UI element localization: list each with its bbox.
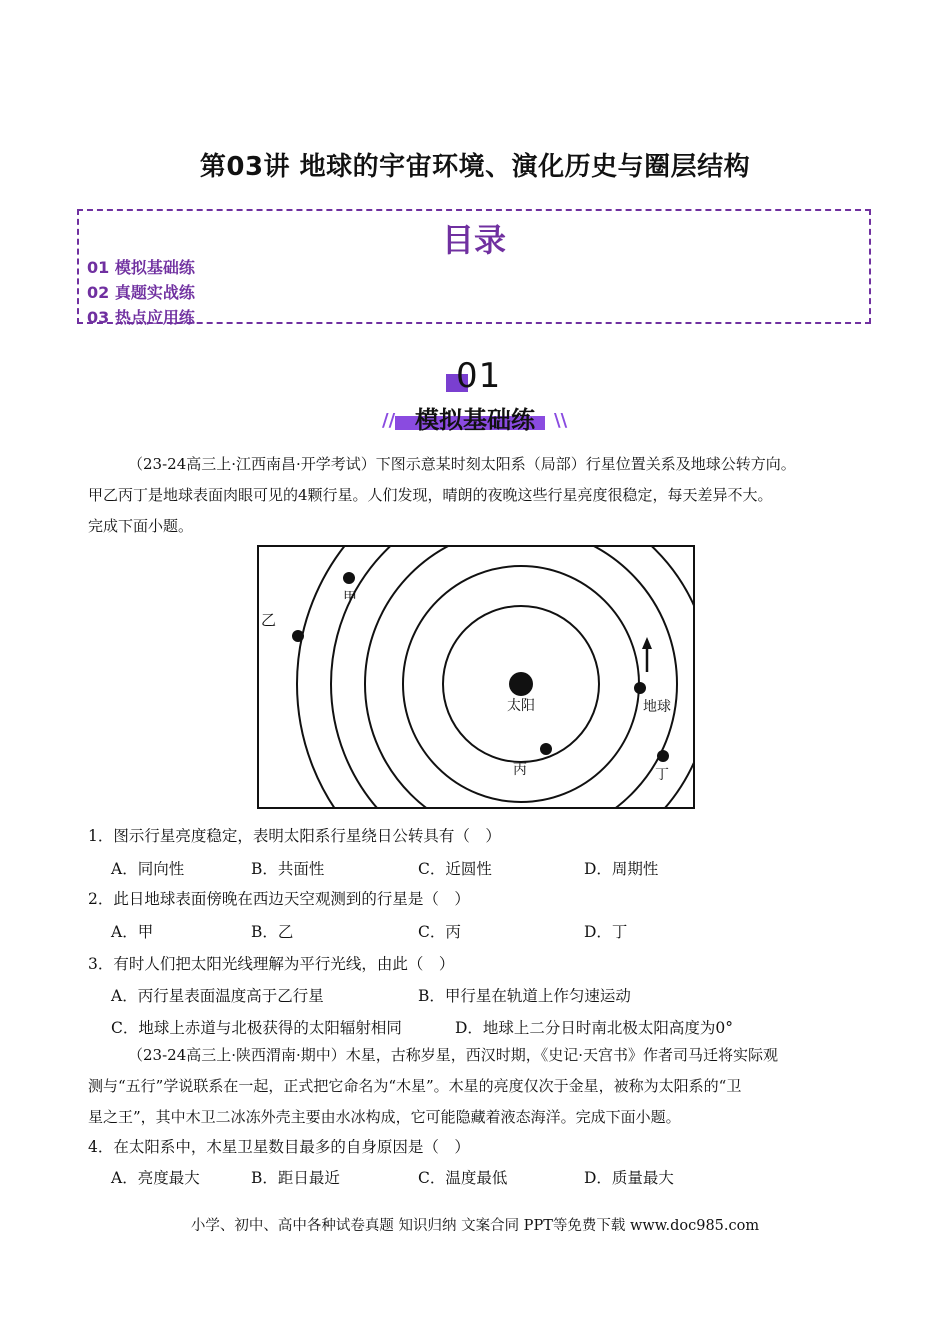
- question-3-option-c[interactable]: C．地球上赤道与北极获得的太阳辐射相同: [111, 1019, 402, 1037]
- label-ding: 丁: [655, 767, 669, 783]
- page-footer: 小学、初中、高中各种试卷真题 知识归纳 文案合同 PPT等免费下载 www.doc985.com: [190, 1218, 760, 1234]
- question-3-option-b[interactable]: B．甲行星在轨道上作匀速运动: [418, 987, 631, 1005]
- table-of-contents: [77, 209, 871, 327]
- intro-paragraph-1-line-2: 甲乙丙丁是地球表面肉眼可见的4颗行星。人们发现，晴朗的夜晚这些行星亮度很稳定，每天差异不大。: [88, 486, 773, 504]
- page-title: 第03讲 地球的宇宙环境、演化历史与圈层结构: [199, 152, 751, 182]
- intro-paragraph-2-line-3: 星之王”，其中木卫二冰冻外壳主要由水冰构成，它可能隐藏着液态海洋。完成下面小题。: [88, 1108, 681, 1126]
- toc-item-3[interactable]: 03 热点应用练: [87, 308, 195, 327]
- question-1-option-b[interactable]: B．共面性: [251, 860, 325, 878]
- label-earth: 地球: [643, 699, 671, 715]
- intro-paragraph-2-line-2: 测与“五行”学说联系在一起，正式把它命名为“木星”。木星的亮度仅次于金星，被称为太阳系的“卫: [88, 1077, 742, 1095]
- sun-icon: [509, 672, 533, 696]
- planet-bing: [540, 743, 552, 755]
- question-3-option-a[interactable]: A．丙行星表面温度高于乙行星: [111, 987, 324, 1005]
- question-1-option-d[interactable]: D．周期性: [584, 860, 659, 878]
- planet-ding: [657, 750, 669, 762]
- question-2-option-b[interactable]: B．乙: [251, 923, 294, 941]
- label-jia: 甲: [343, 590, 357, 606]
- question-3-option-d[interactable]: D．地球上二分日时南北极太阳高度为0°: [455, 1019, 734, 1037]
- label-sun: 太阳: [507, 698, 535, 714]
- label-yi: 乙: [261, 611, 277, 629]
- question-4-option-d[interactable]: D．质量最大: [584, 1169, 674, 1187]
- question-2-option-c[interactable]: C．丙: [418, 923, 461, 941]
- question-2-option-d[interactable]: D．丁: [584, 923, 628, 941]
- section-number: 01: [456, 356, 502, 396]
- planet-jia: [343, 572, 355, 584]
- question-1-stem: 1．图示行星亮度稳定，表明太阳系行星绕日公转具有（ ）: [88, 827, 501, 845]
- question-3-stem: 3．有时人们把太阳光线理解为平行光线，由此（ ）: [88, 955, 455, 973]
- question-4-stem: 4．在太阳系中，木星卫星数目最多的自身原因是（ ）: [88, 1138, 470, 1156]
- planet-yi: [292, 630, 304, 642]
- question-1-option-a[interactable]: A．同向性: [111, 860, 185, 878]
- label-bing: 丙: [513, 762, 527, 778]
- slash-decoration-right: \\: [554, 410, 568, 431]
- question-4-option-a[interactable]: A．亮度最大: [111, 1169, 200, 1187]
- slash-decoration-left: //: [382, 410, 396, 431]
- question-2-stem: 2．此日地球表面傍晚在西边天空观测到的行星是（ ）: [88, 890, 470, 908]
- question-1-option-c[interactable]: C．近圆性: [418, 860, 492, 878]
- question-2-option-a[interactable]: A．甲: [111, 923, 154, 941]
- toc-item-1[interactable]: 01 模拟基础练: [87, 258, 195, 277]
- diagram-frame: [258, 546, 694, 808]
- toc-heading: 目录: [441, 221, 506, 259]
- solar-system-diagram: [257, 545, 695, 809]
- intro-paragraph-1-line-3: 完成下面小题。: [88, 517, 194, 535]
- section-title: 模拟基础练: [415, 406, 535, 434]
- toc-item-2[interactable]: 02 真题实战练: [87, 283, 195, 302]
- planet-earth: [634, 682, 646, 694]
- question-4-option-c[interactable]: C．温度最低: [418, 1169, 508, 1187]
- intro-paragraph-1-line-1: （23-24高三上·江西南昌·开学考试）下图示意某时刻太阳系（局部）行星位置关系及地球公转方向。: [128, 455, 796, 473]
- question-4-option-b[interactable]: B．距日最近: [251, 1169, 340, 1187]
- intro-paragraph-2-line-1: （23-24高三上·陕西渭南·期中）木星，古称岁星，西汉时期，《史记·天宫书》作者司马迁将实际观: [128, 1046, 779, 1064]
